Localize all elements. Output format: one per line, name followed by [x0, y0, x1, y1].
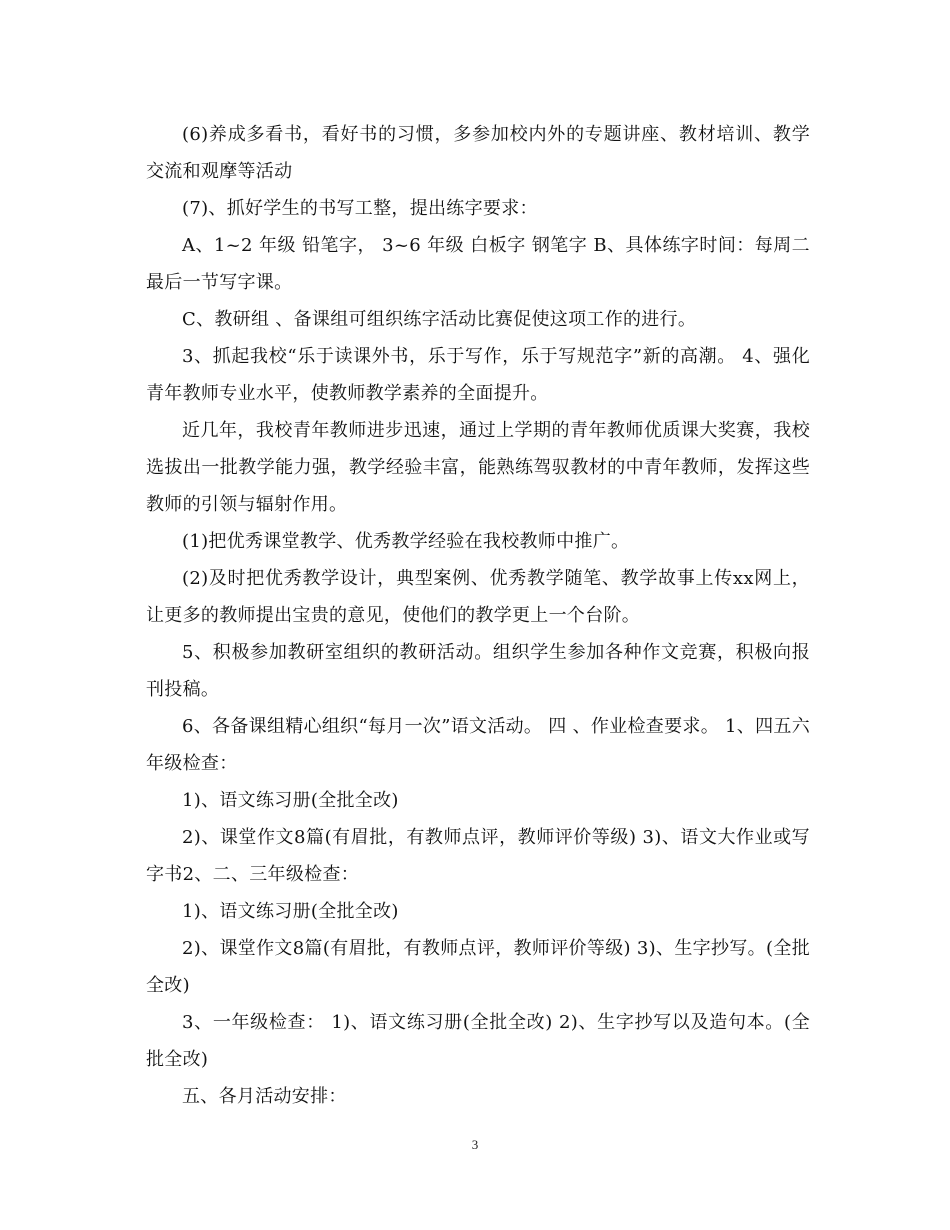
paragraph: 五、各月活动安排：	[182, 1086, 347, 1107]
paragraph: (2)及时把优秀教学设计，典型案例、优秀教学随笔、教学故事上传xx网上，让更多的教师提出宝贵的意见，使他们的教学更上一个台阶。	[146, 568, 810, 626]
paragraph: 3、抓起我校“乐于读课外书，乐于写作，乐于写规范字”新的高潮。 4、强化青年教师专业水平，使教师教学素养的全面提升。	[146, 346, 810, 404]
paragraph: 近几年，我校青年教师进步迅速，通过上学期的青年教师优质课大奖赛，我校选拔出一批教学能力强，教学经验丰富，能熟练驾驭教材的中青年教师，发挥这些教师的引领与辐射作用。	[146, 420, 810, 515]
paragraph: C、教研组 、备课组可组织练字活动比赛促使这项工作的进行。	[182, 309, 697, 330]
paragraph: 2)、课堂作文8篇(有眉批，有教师点评，教师评价等级) 3)、语文大作业或写字书2、二、三年级检查：	[146, 827, 810, 885]
document-body	[146, 116, 810, 1115]
paragraph: (7)、抓好学生的书写工整，提出练字要求：	[182, 198, 538, 219]
paragraph: 5、积极参加教研室组织的教研活动。组织学生参加各种作文竞赛，积极向报刊投稿。	[146, 642, 810, 700]
paragraph: (6)养成多看书，看好书的习惯，多参加校内外的专题讲座、教材培训、教学交流和观摩等活动	[146, 124, 810, 182]
paragraph: 1)、语文练习册(全批全改)	[182, 901, 399, 922]
paragraph: 2)、课堂作文8篇(有眉批，有教师点评，教师评价等级) 3)、生字抄写。(全批全改)	[146, 938, 810, 996]
page-number: 3	[471, 1137, 479, 1152]
paragraph: 6、各备课组精心组织“每月一次”语文活动。 四 、作业检查要求。 1、四五六年级检查：	[146, 716, 810, 774]
paragraph: 1)、语文练习册(全批全改)	[182, 790, 399, 811]
paragraph: (1)把优秀课堂教学、优秀教学经验在我校教师中推广。	[182, 531, 630, 552]
paragraph: 3、一年级检查： 1)、语文练习册(全批全改) 2)、生字抄写以及造句本。(全批全改)	[146, 1012, 810, 1070]
paragraph: A、1~2 年级 铅笔字， 3~6 年级 白板字 钢笔字 B、具体练字时间：每周二最后一节写字课。	[146, 235, 810, 293]
